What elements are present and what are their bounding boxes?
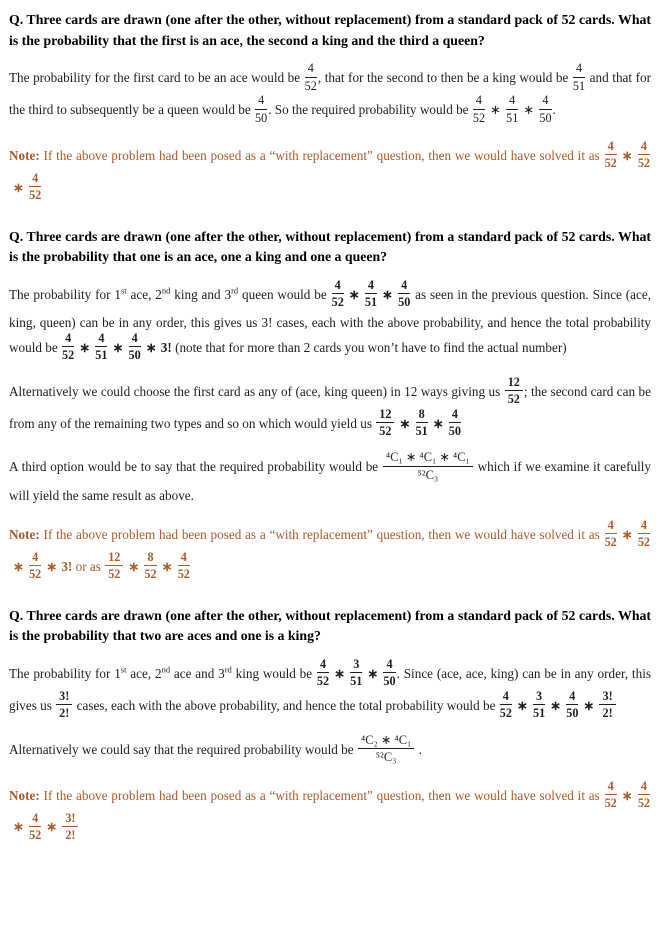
fraction xyxy=(61,811,79,843)
fraction-denominator: 52 xyxy=(62,348,75,363)
multiply-operator: ∗ xyxy=(13,179,25,195)
fraction-numerator: 4 xyxy=(383,657,395,673)
text-segment: king and 3 xyxy=(170,286,232,302)
fraction-denominator: 50 xyxy=(566,706,579,721)
multiply-operator: ∗ xyxy=(399,415,411,431)
note-label: Note: xyxy=(9,526,40,542)
fraction-numerator: 4 xyxy=(255,93,267,109)
fraction-numerator: 4 xyxy=(605,139,617,155)
fraction xyxy=(472,93,486,125)
question-heading: Q. Three cards are drawn (one after the other, without replacement) from a standard pack of 52 cards. What is the probability that the first is an ace, the second a king and the third a queen? xyxy=(9,12,651,48)
fraction-denominator: 52 xyxy=(316,674,330,689)
fraction-numerator: 3! xyxy=(56,689,72,705)
fraction-numerator: 4 xyxy=(365,278,377,294)
fraction-numerator: 4 xyxy=(638,139,650,155)
fraction xyxy=(143,550,157,582)
fraction-denominator: 51 xyxy=(364,295,378,310)
fraction xyxy=(104,550,124,582)
text-segment: ; the second card can be from any of the remaining two types and so on which would yield us xyxy=(9,383,651,431)
multiply-operator: ∗ xyxy=(382,286,394,302)
fraction-numerator: 4 xyxy=(62,331,74,347)
note xyxy=(9,778,651,845)
multiply-operator: ∗ xyxy=(112,339,124,355)
multiply-operator: ∗ xyxy=(550,697,562,713)
multiply-operator: ∗ xyxy=(128,558,140,574)
fraction-numerator: 4 xyxy=(29,811,41,827)
ordinal-suffix: rd xyxy=(224,664,232,675)
fraction xyxy=(61,331,75,363)
fraction-numerator: 4 xyxy=(29,550,41,566)
fraction-numerator: 8 xyxy=(144,550,156,566)
fraction-denominator: 2! xyxy=(59,706,70,721)
fraction xyxy=(349,657,363,689)
fraction xyxy=(532,689,546,721)
fraction-numerator: 4 xyxy=(449,407,461,423)
text-segment: Alternatively we could say that the required probability would be xyxy=(9,741,357,757)
fraction-numerator: 4 xyxy=(317,657,329,673)
text-segment: If the above problem had been posed as a “with replacement” question, then we would have solved it as xyxy=(39,526,604,542)
fraction-denominator: ⁵²C₃ xyxy=(417,468,439,482)
multiply-operator: ∗ xyxy=(46,558,58,574)
paragraph xyxy=(9,63,651,127)
fraction-denominator: 2! xyxy=(602,706,613,721)
fraction-denominator: 52 xyxy=(144,567,157,582)
ordinal-suffix: st xyxy=(120,285,127,296)
fraction xyxy=(254,93,268,125)
fraction xyxy=(565,689,579,721)
multiply-operator: ∗ xyxy=(490,102,502,118)
fraction xyxy=(28,171,42,203)
fraction-numerator: 4 xyxy=(178,550,190,566)
fraction-denominator: ⁵²C₃ xyxy=(375,750,397,765)
fraction-numerator: 4 xyxy=(506,93,518,109)
fraction xyxy=(397,278,411,310)
fraction-denominator: 52 xyxy=(177,567,190,582)
text-segment: The probability for the first card to be an ace would be xyxy=(9,70,304,86)
factorial-term: 3! xyxy=(61,558,73,574)
fraction xyxy=(375,407,395,439)
text-segment: The probability for 1 xyxy=(9,286,121,302)
paragraph xyxy=(9,452,651,506)
multiply-operator: ∗ xyxy=(46,819,58,835)
question-heading: Q. Three cards are drawn (one after the other, without replacement) from a standard pack of 52 cards. What is the probability that one is an ace, one a king and one a queen? xyxy=(9,228,651,265)
text-segment: (note that for more than 2 cards you won’t have to find the actual number) xyxy=(171,339,567,355)
factorial-term: 3! xyxy=(160,339,172,355)
fraction-denominator: 52 xyxy=(604,535,617,550)
text-segment: and that for the third to subsequently be a queen would be xyxy=(9,70,651,118)
fraction xyxy=(28,811,42,843)
fraction-numerator: 4 xyxy=(305,61,317,77)
paragraph xyxy=(9,374,651,441)
ordinal-suffix: st xyxy=(120,664,127,675)
fraction-denominator: 52 xyxy=(108,567,121,582)
fraction xyxy=(177,550,191,582)
fraction-numerator: 4 xyxy=(398,278,410,294)
multiply-operator: ∗ xyxy=(161,558,173,574)
fraction-denominator: 52 xyxy=(29,827,42,842)
multiply-operator: ∗ xyxy=(79,339,91,355)
fraction-denominator: 50 xyxy=(255,110,268,125)
multiply-operator: ∗ xyxy=(367,665,379,681)
fraction-denominator: 50 xyxy=(539,110,552,125)
note-label: Note: xyxy=(9,787,40,803)
fraction-denominator: 52 xyxy=(331,295,344,310)
fraction-numerator: 4 xyxy=(638,518,650,534)
fraction-denominator: 52 xyxy=(507,392,520,407)
fraction-denominator: 52 xyxy=(499,706,512,721)
fraction-numerator: ⁴C₁ ∗ ⁴C₁ ∗ ⁴C₁ xyxy=(383,450,473,467)
ordinal-suffix: nd xyxy=(161,664,171,675)
fraction xyxy=(28,550,42,582)
fraction-numerator: 3 xyxy=(533,689,545,705)
note xyxy=(9,520,651,584)
text-segment: . xyxy=(552,102,556,118)
fraction xyxy=(598,689,616,721)
fraction-denominator: 52 xyxy=(604,156,617,171)
text-segment: as seen in the previous question. Since (ace, king, queen) can be in any order, this gives us 3! cases, each with the above probability, and hence the total probability would be xyxy=(9,286,652,355)
fraction xyxy=(331,278,345,310)
fraction-denominator: 52 xyxy=(472,110,486,125)
fraction-denominator: 52 xyxy=(637,156,650,171)
fraction-numerator: 12 xyxy=(105,550,123,566)
combination-fraction xyxy=(382,450,474,482)
multiply-operator: ∗ xyxy=(621,147,633,163)
question-heading: Q. Three cards are drawn (one after the other, without replacement) from a standard pack of 52 cards. What is the probability that two are aces and one is a king? xyxy=(9,607,651,644)
fraction xyxy=(505,93,519,125)
fraction-numerator: 3! xyxy=(62,811,78,827)
fraction-numerator: 4 xyxy=(638,779,650,795)
fraction-denominator: 50 xyxy=(448,423,461,438)
multiply-operator: ∗ xyxy=(583,697,595,713)
fraction-denominator: 50 xyxy=(383,674,396,689)
text-segment: ace, 2 xyxy=(126,286,162,302)
fraction-denominator: 52 xyxy=(29,188,42,203)
fraction-denominator: 52 xyxy=(637,535,650,550)
fraction-numerator: 4 xyxy=(566,689,578,705)
text-segment: If the above problem had been posed as a “with replacement” question, then we would have solved it as xyxy=(39,147,604,163)
fraction xyxy=(94,331,108,363)
fraction xyxy=(304,61,318,93)
paragraph xyxy=(9,732,651,767)
paragraph xyxy=(9,277,652,365)
fraction xyxy=(448,407,462,439)
fraction xyxy=(572,61,586,93)
multiply-operator: ∗ xyxy=(621,526,633,542)
text-segment: , that for the second to then be a king would be xyxy=(317,70,572,86)
text-segment: which if we examine it carefully will yield the same result as above. xyxy=(9,459,651,503)
multiply-operator: ∗ xyxy=(13,819,25,835)
fraction-denominator: 52 xyxy=(379,423,392,438)
fraction-denominator: 51 xyxy=(572,78,586,93)
fraction xyxy=(382,657,396,689)
fraction xyxy=(637,518,651,550)
fraction xyxy=(604,139,618,171)
text-segment: The probability for 1 xyxy=(9,665,121,681)
text-segment: If the above problem had been posed as a “with replacement” question, then we would have solved it as xyxy=(39,787,604,803)
fraction-numerator: 4 xyxy=(573,61,585,77)
multiply-operator: ∗ xyxy=(145,339,157,355)
fraction-denominator: 50 xyxy=(398,295,411,310)
multiply-operator: ∗ xyxy=(432,415,444,431)
text-segment: . So the required probability would be xyxy=(268,102,472,118)
fraction xyxy=(604,518,618,550)
fraction-numerator: 4 xyxy=(605,779,617,795)
fraction-denominator: 51 xyxy=(506,110,519,125)
fraction-denominator: 50 xyxy=(128,348,141,363)
text-segment: ace, 2 xyxy=(126,665,162,681)
fraction-numerator: 3 xyxy=(350,657,362,673)
fraction-denominator: 51 xyxy=(350,674,363,689)
combination-fraction xyxy=(357,733,415,765)
fraction-numerator: ⁴C₂ ∗ ⁴C₁ xyxy=(358,733,414,750)
multiply-operator: ∗ xyxy=(621,787,633,803)
fraction-denominator: 2! xyxy=(65,827,76,842)
fraction xyxy=(504,375,524,407)
fraction-denominator: 51 xyxy=(532,706,546,721)
fraction-numerator: 4 xyxy=(29,171,41,187)
multiply-operator: ∗ xyxy=(523,102,535,118)
fraction-numerator: 12 xyxy=(505,375,523,391)
fraction xyxy=(55,689,73,721)
fraction-numerator: 4 xyxy=(332,278,344,294)
fraction-denominator: 52 xyxy=(304,78,317,93)
fraction xyxy=(637,139,651,171)
fraction-numerator: 4 xyxy=(129,331,141,347)
text-segment: A third option would be to say that the required probability would be xyxy=(9,459,382,475)
fraction-denominator: 51 xyxy=(415,423,428,438)
fraction xyxy=(128,331,142,363)
text-segment: ace and 3 xyxy=(170,665,225,681)
note-label: Note: xyxy=(9,147,40,163)
text-segment: or as xyxy=(72,558,105,574)
fraction-numerator: 8 xyxy=(416,407,428,423)
fraction xyxy=(364,278,378,310)
fraction xyxy=(316,657,330,689)
text-segment: king would be xyxy=(231,665,316,681)
fraction-denominator: 52 xyxy=(604,796,617,811)
fraction-denominator: 52 xyxy=(637,796,650,811)
ordinal-suffix: rd xyxy=(231,285,239,296)
multiply-operator: ∗ xyxy=(13,558,25,574)
text-segment: . xyxy=(415,741,422,757)
fraction-numerator: 12 xyxy=(376,407,394,423)
fraction xyxy=(604,779,618,811)
text-segment: cases, each with the above probability, and hence the total probability would be xyxy=(73,697,499,713)
text-segment: queen would be xyxy=(238,286,331,302)
note xyxy=(9,138,651,205)
fraction-numerator: 4 xyxy=(539,93,551,109)
paragraph xyxy=(9,656,651,723)
fraction xyxy=(415,407,429,439)
fraction-denominator: 51 xyxy=(95,348,108,363)
fraction xyxy=(499,689,513,721)
fraction xyxy=(538,93,552,125)
fraction-numerator: 3! xyxy=(599,689,615,705)
multiply-operator: ∗ xyxy=(348,286,360,302)
fraction-denominator: 52 xyxy=(29,567,42,582)
fraction-numerator: 4 xyxy=(500,689,512,705)
text-segment: . Since (ace, ace, king) can be in any order, this gives us xyxy=(9,665,651,713)
fraction xyxy=(637,779,651,811)
fraction-numerator: 4 xyxy=(605,518,617,534)
text-segment: Alternatively we could choose the first card as any of (ace, king queen) in 12 ways giving us xyxy=(9,383,504,399)
multiply-operator: ∗ xyxy=(334,665,346,681)
fraction-numerator: 4 xyxy=(95,331,107,347)
ordinal-suffix: nd xyxy=(161,285,171,296)
fraction-numerator: 4 xyxy=(473,93,485,109)
multiply-operator: ∗ xyxy=(516,697,528,713)
